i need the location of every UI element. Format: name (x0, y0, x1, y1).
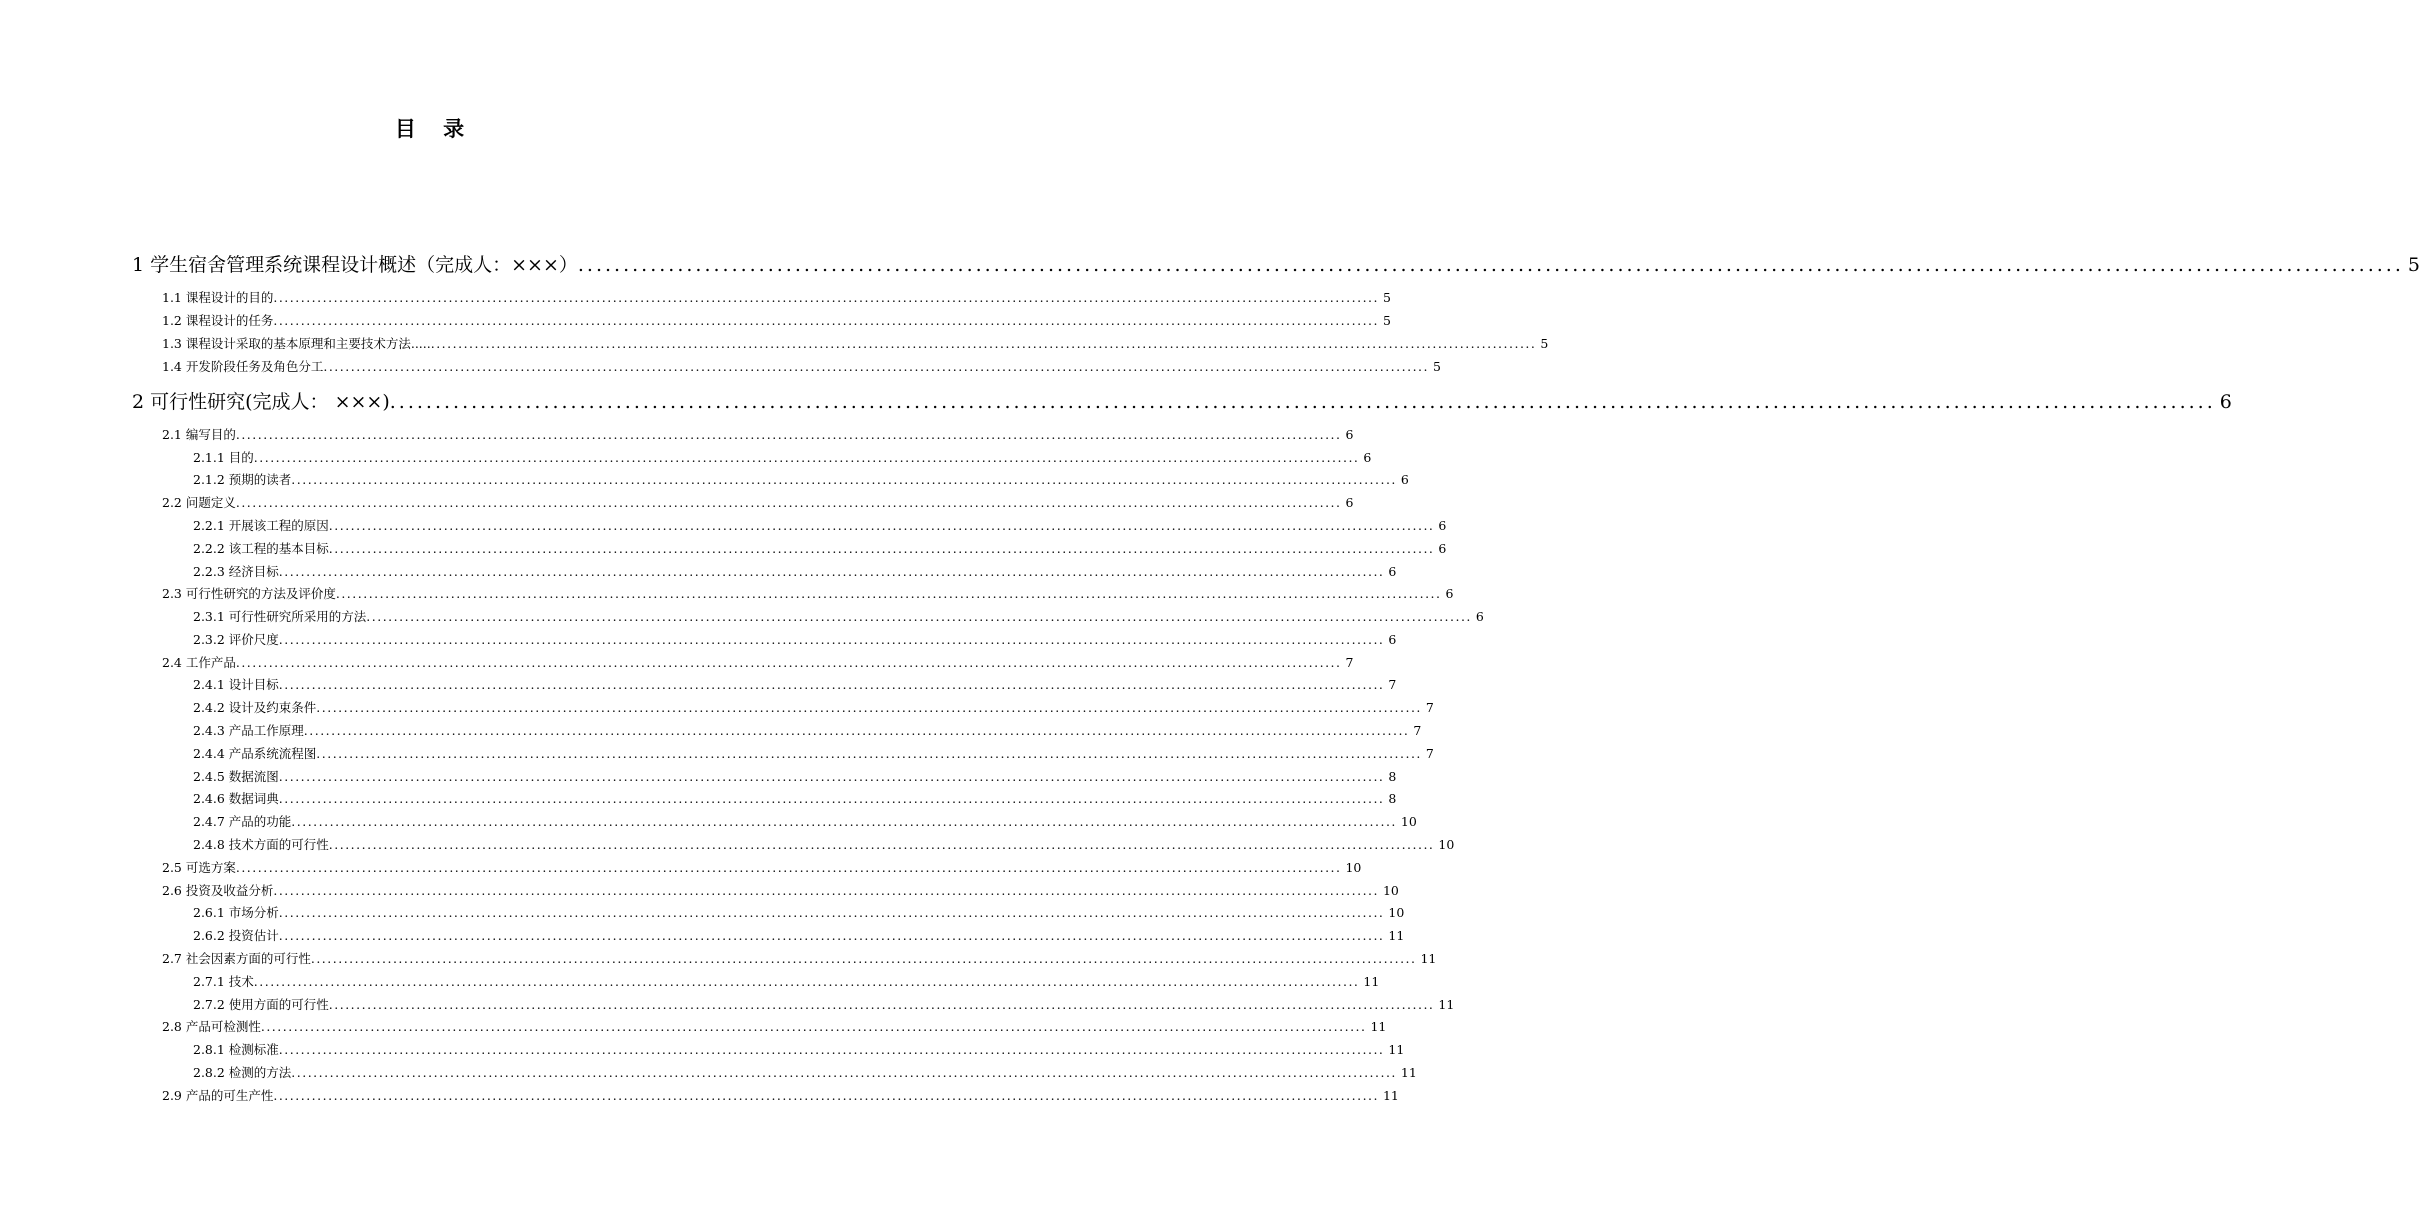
toc-subsection-entry[interactable] (193, 1062, 1417, 1084)
toc-leader-dots: .......................................................................................................................................................................................................... (310, 951, 1417, 966)
toc-subsection-entry[interactable] (193, 720, 1422, 742)
toc-leader-dots: .......................................................................................................................................................................................................... (235, 427, 1342, 442)
toc-entry-title: 2.1.1 目的 (193, 450, 254, 465)
toc-entry-title: 2 可行性研究(完成人： ×××) (132, 391, 390, 413)
toc-entry-title: 2.8.2 检测的方法 (193, 1065, 292, 1080)
toc-leader-dots: .......................................................................................................................................................................................................... (253, 974, 1360, 989)
toc-section-entry[interactable] (162, 1085, 1399, 1107)
toc-page-number: 7 (1388, 677, 1397, 692)
toc-entry-title: 1.1 课程设计的目的 (162, 290, 274, 305)
toc-subsection-entry[interactable] (193, 447, 1372, 469)
toc-section-entry[interactable] (162, 356, 1441, 378)
toc-entry-title: 2.6.1 市场分析 (193, 905, 279, 920)
toc-page-number: 10 (1345, 860, 1362, 875)
toc-page-number: 11 (1363, 974, 1380, 989)
toc-chapter-entry[interactable] (132, 387, 2232, 417)
toc-page-number: 6 (1475, 609, 1484, 624)
toc-leader-dots: .......................................................................................................................................................................................................... (278, 791, 1385, 806)
toc-title: 目 录 (394, 117, 475, 141)
toc-section-entry[interactable] (162, 333, 1549, 355)
toc-page-number: 8 (1388, 791, 1397, 806)
toc-leader-dots: .......................................................................................................................................................................................................... (316, 700, 1422, 715)
toc-entry-title: 2.3 可行性研究的方法及评价度 (162, 586, 336, 601)
toc-entry-title: 2.4.1 设计目标 (193, 677, 279, 692)
toc-entry-title: 2.4.2 设计及约束条件 (193, 700, 317, 715)
toc-leader-dots: .......................................................................................................................................................................................................... (291, 472, 1397, 487)
toc-leader-dots: .......................................................................................................................................................................................................... (253, 450, 1360, 465)
toc-entry-title: 2.2.3 经济目标 (193, 564, 279, 579)
toc-section-entry[interactable] (162, 948, 1437, 970)
toc-entry-title: 2.7.1 技术 (193, 974, 254, 989)
toc-page-number: 7 (1425, 746, 1434, 761)
toc-page-number: 11 (1438, 997, 1455, 1012)
toc-leader-dots: .......................................................................................................................................................................................................... (328, 837, 1435, 852)
toc-leader-dots: .......................................................................................................................................................................................................... (278, 769, 1385, 784)
toc-leader-dots: .......................................................................................................................................................................................................... (328, 997, 1435, 1012)
toc-entry-title: 2.6 投资及收益分析 (162, 883, 274, 898)
toc-page-number: 6 (1345, 427, 1354, 442)
toc-subsection-entry[interactable] (193, 561, 1397, 583)
toc-leader-dots: .......................................................................................................................................................................................................... (328, 541, 1435, 556)
toc-leader-dots: .......................................................................................................................................................................................................... (260, 1019, 1367, 1034)
toc-entry-title: 1.3 课程设计采取的基本原理和主要技术方法..... (162, 336, 431, 351)
toc-page-number: 11 (1420, 951, 1437, 966)
toc-leader-dots: .......................................................................................................................................................................................................... (273, 1088, 1379, 1103)
toc-page-number: 11 (1382, 1088, 1399, 1103)
toc-subsection-entry[interactable] (193, 538, 1447, 560)
toc-subsection-entry[interactable] (193, 674, 1397, 696)
toc-section-entry[interactable] (162, 583, 1454, 605)
toc-entry-title: 2.2 问题定义 (162, 495, 236, 510)
toc-subsection-entry[interactable] (193, 629, 1397, 651)
toc-subsection-entry[interactable] (193, 766, 1397, 788)
toc-leader-dots: .......................................................................................................................................................................................................... (278, 677, 1385, 692)
toc-subsection-entry[interactable] (193, 606, 1484, 628)
toc-page-number: 7 (1413, 723, 1422, 738)
toc-page-number: 5 (1432, 359, 1441, 374)
toc-leader-dots: .......................................................................................................................................................................................................... (278, 928, 1385, 943)
toc-entry-title: 2.7 社会因素方面的可行性 (162, 951, 311, 966)
toc-chapter-entry[interactable] (132, 250, 2420, 280)
toc-section-entry[interactable] (162, 880, 1399, 902)
toc-entry-title: 2.4.8 技术方面的可行性 (193, 837, 329, 852)
toc-leader-dots: .......................................................................................................................................................................................................... (389, 391, 2216, 413)
toc-page-number: 11 (1370, 1019, 1387, 1034)
toc-section-entry[interactable] (162, 287, 1391, 309)
toc-section-entry[interactable] (162, 1016, 1387, 1038)
toc-subsection-entry[interactable] (193, 925, 1405, 947)
toc-leader-dots: .......................................................................................................................................................................................................... (278, 564, 1385, 579)
toc-page-number: 6 (1438, 541, 1447, 556)
toc-leader-dots: .......................................................................................................................................................................................................... (303, 723, 1410, 738)
toc-leader-dots: .......................................................................................................................................................................................................... (235, 655, 1342, 670)
toc-page-number: 6 (1363, 450, 1372, 465)
toc-leader-dots: .......................................................................................................................................................................................................... (323, 359, 1429, 374)
toc-page-number: 5 (2407, 254, 2420, 276)
toc-entry-title: 2.4.6 数据词典 (193, 791, 279, 806)
toc-leader-dots: .......................................................................................................................................................................................................... (235, 860, 1342, 875)
toc-page-number: 10 (1388, 905, 1405, 920)
toc-subsection-entry[interactable] (193, 743, 1434, 765)
toc-page-number: 5 (1382, 313, 1391, 328)
toc-entry-title: 1 学生宿舍管理系统课程设计概述（完成人：×××） (132, 254, 578, 276)
toc-entry-title: 2.8.1 检测标准 (193, 1042, 279, 1057)
toc-subsection-entry[interactable] (193, 1039, 1405, 1061)
toc-subsection-entry[interactable] (193, 994, 1455, 1016)
toc-subsection-entry[interactable] (193, 811, 1417, 833)
toc-entry-title: 2.1.2 预期的读者 (193, 472, 292, 487)
toc-page-number: 6 (1445, 586, 1454, 601)
toc-entry-title: 2.2.1 开展该工程的原因 (193, 518, 329, 533)
toc-leader-dots: .......................................................................................................................................................................................................... (366, 609, 1472, 624)
toc-page-number: 6 (2219, 391, 2232, 413)
toc-page-number: 10 (1438, 837, 1455, 852)
toc-leader-dots: .......................................................................................................................................................................................................... (273, 290, 1379, 305)
toc-leader-dots: .......................................................................................................................................................................................................... (278, 1042, 1385, 1057)
toc-leader-dots: .......................................................................................................................................................................................................... (291, 814, 1397, 829)
toc-leader-dots: .......................................................................................................................................................................................................... (235, 495, 1342, 510)
toc-section-entry[interactable] (162, 492, 1354, 514)
toc-page-number: 5 (1382, 290, 1391, 305)
toc-entry-title: 2.4 工作产品 (162, 655, 236, 670)
toc-entry-title: 2.3.1 可行性研究所采用的方法 (193, 609, 367, 624)
toc-subsection-entry[interactable] (193, 515, 1447, 537)
toc-section-entry[interactable] (162, 857, 1362, 879)
toc-entry-title: 1.2 课程设计的任务 (162, 313, 274, 328)
toc-page-number: 5 (1540, 336, 1549, 351)
toc-leader-dots: .......................................................................................................................................................................................................... (316, 746, 1422, 761)
toc-subsection-entry[interactable] (193, 902, 1405, 924)
toc-subsection-entry[interactable] (193, 469, 1409, 491)
toc-subsection-entry[interactable] (193, 971, 1380, 993)
toc-leader-dots: .......................................................................................................................................................................................................... (328, 518, 1435, 533)
toc-entry-title: 2.4.4 产品系统流程图 (193, 746, 317, 761)
toc-page-number: 7 (1345, 655, 1354, 670)
toc-subsection-entry[interactable] (193, 697, 1434, 719)
toc-leader-dots: .......................................................................................................................................................................................................... (278, 632, 1385, 647)
toc-leader-dots: .......................................................................................................................................................................................................... (577, 254, 2404, 276)
toc-page-number: 8 (1388, 769, 1397, 784)
toc-page-number: 6 (1345, 495, 1354, 510)
toc-subsection-entry[interactable] (193, 834, 1455, 856)
toc-entry-title: 2.3.2 评价尺度 (193, 632, 279, 647)
toc-entry-title: 2.5 可选方案 (162, 860, 236, 875)
toc-subsection-entry[interactable] (193, 788, 1397, 810)
toc-entry-title: 2.7.2 使用方面的可行性 (193, 997, 329, 1012)
toc-section-entry[interactable] (162, 310, 1391, 332)
toc-page-number: 11 (1400, 1065, 1417, 1080)
toc-page-number: 7 (1425, 700, 1434, 715)
toc-leader-dots: .......................................................................................................................................................................................................... (278, 905, 1385, 920)
toc-page-number: 11 (1388, 928, 1405, 943)
toc-page-number: 6 (1388, 564, 1397, 579)
toc-entry-title: 2.1 编写目的 (162, 427, 236, 442)
toc-section-entry[interactable] (162, 424, 1354, 446)
toc-leader-dots: .......................................................................................................................................................................................................... (273, 313, 1379, 328)
toc-page-number: 6 (1438, 518, 1447, 533)
toc-page-number: 6 (1388, 632, 1397, 647)
toc-entry-title: 2.9 产品的可生产性 (162, 1088, 274, 1103)
toc-leader-dots: .......................................................................................................................................................................................................... (291, 1065, 1397, 1080)
toc-leader-dots: .......................................................................................................................................................................................................... (273, 883, 1379, 898)
toc-page-number: 6 (1400, 472, 1409, 487)
toc-entry-title: 2.6.2 投资估计 (193, 928, 279, 943)
toc-entry-title: 2.8 产品可检测性 (162, 1019, 261, 1034)
toc-entry-title: 2.4.5 数据流图 (193, 769, 279, 784)
toc-section-entry[interactable] (162, 652, 1354, 674)
toc-page-number: 11 (1388, 1042, 1405, 1057)
toc-entry-title: 1.4 开发阶段任务及角色分工 (162, 359, 324, 374)
toc-leader-dots: .......................................................................................................................................................................................................... (430, 336, 1537, 351)
toc-leader-dots: .......................................................................................................................................................................................................... (335, 586, 1442, 601)
toc-entry-title: 2.4.7 产品的功能 (193, 814, 292, 829)
toc-page-number: 10 (1400, 814, 1417, 829)
toc-entry-title: 2.4.3 产品工作原理 (193, 723, 304, 738)
toc-page-number: 10 (1382, 883, 1399, 898)
toc-entry-title: 2.2.2 该工程的基本目标 (193, 541, 329, 556)
